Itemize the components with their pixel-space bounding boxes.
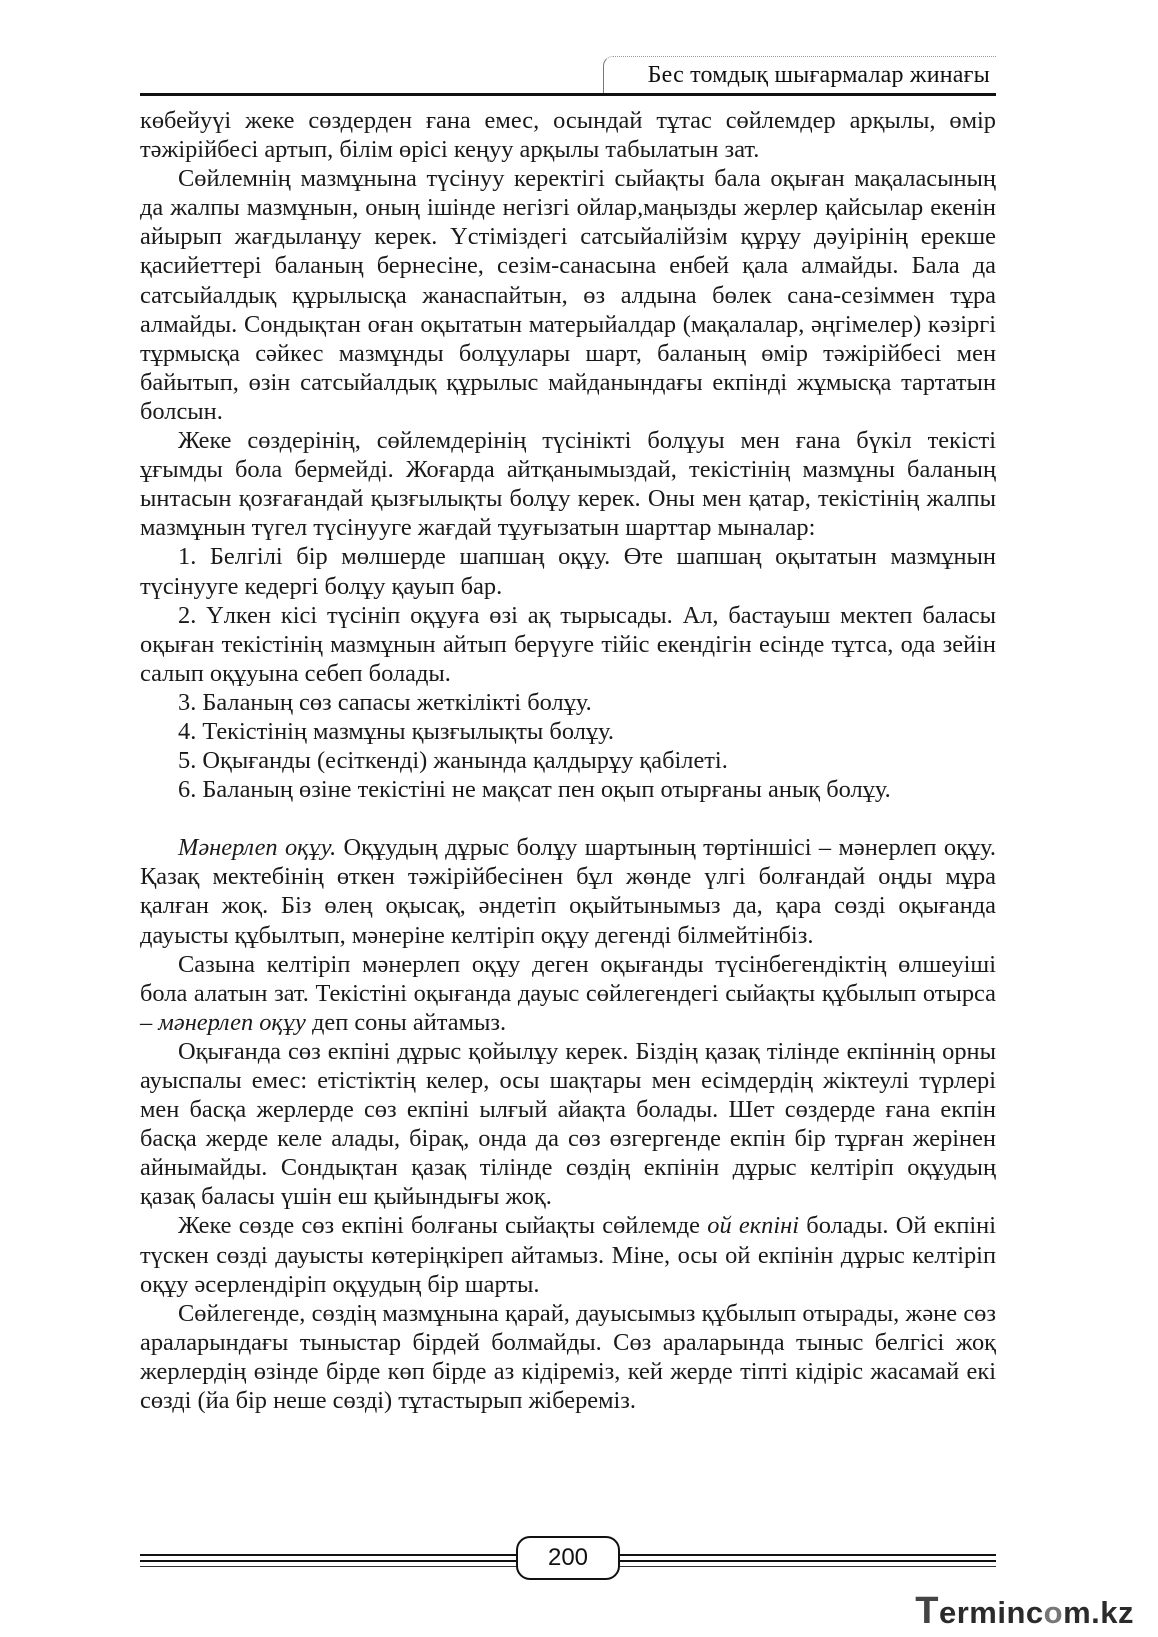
running-header-title: Бес томдық шығармалар жинағы: [647, 62, 990, 88]
paragraph-2: Сөйлемнің мазмұнына түсінуу керектігі сыйақты бала оқыған мақаласының да жалпы мазмұнын, оның ішінде негізгі ойлар,маңызды жерлер қайсылар екенін айырып жағдыланұу керек. Үстіміздегі сатсыйалійзім құрұу дәуірінің ерекше қасийеттері баланың бернесіне, сезім-санасына енбей қала алмайды. Бала да сатсыйалдық құрылысқа жанаспайтын, өз алдына бөлек сана-сезіммен тұра алмайды. Сондықтан оған оқытатын матерыйалдар (мақалалар, әңгімелер) кәзіргі тұрмысқа сәйкес мазмұнды болұулары шарт, баланың өмір тәжірійбесі мен байытып, өзін сатсыйалдық құрылыс майданындағы екпінді жұмысқа тартатын болсын.: [140, 165, 996, 425]
paragraph-3: Жеке сөздерінің, сөйлемдерінің түсінікті болұуы мен ғана бүкіл текісті ұғымды бола бермейді. Жоғарда айтқанымыздай, текістінің мазмұны баланың ынтасын қозғағандай қызғылықты болұу керек. Оны мен қатар, текістінің жалпы мазмұнын түгел түсінууге жағдай тұуғызатын шарттар мыналар:: [140, 427, 996, 542]
paragraph-melody: [140, 950, 996, 1037]
watermark-middle: erminc: [938, 1595, 1044, 1630]
paragraph-pauses: Сөйлегенде, сөздің мазмұнына қарай, дауысымыз құбылып отырады, және сөз араларындағы тыныстар бірдей болмайды. Сөз араларында тыныс белгісі жоқ жерлердің өзінде бірде көп бірде аз кідіреміз, кей жерде тіпті кідіріс жасамай екі сөзді (йа бір неше сөзді) тұтастырып жібереміз.: [140, 1299, 996, 1415]
page-header: [140, 52, 996, 96]
paragraph-thought-stress: [140, 1211, 996, 1298]
magnifier-icon: o: [1043, 1595, 1064, 1630]
paragraph-thought-stress-before: Жеке сөзде сөз екпіні болғаны сыйақты сөйлемде: [178, 1212, 708, 1240]
italic-term-thought-stress: ой екпіні: [707, 1212, 800, 1240]
paragraph-expressive-reading: [140, 833, 996, 949]
termincom-watermark: [915, 1590, 1134, 1633]
paragraph-thought-stress-after: болады. Ой екпіні түскен сөзді дауысты көтеріңкіреп айтамыз. Міне, осы ой екпінін дұрыс келтіріп оқұу әсерлендіріп оқұудың бір шарты.: [140, 1212, 996, 1298]
paragraph-1: көбейуүі жеке сөздерден ғана емес, осындай тұтас сөйлемдер арқылы, өмір тәжірійбесі артып, білім өрісі кеңуу арқылы табылатын зат.: [140, 107, 996, 164]
section-italic-heading: Мәнерлеп оқұу.: [178, 834, 337, 862]
page-footer: [140, 1532, 996, 1592]
italic-term-expressive-reading: мәнерлеп оқұу: [158, 1008, 306, 1036]
list-item-3: 3. Баланың сөз сапасы жеткілікті болұу.: [178, 688, 592, 716]
paragraph-expressive-reading-text: Оқұудың дұрыс болұу шартының төртіншісі – мәнерлеп оқұу. Қазақ мектебінің өткен тәжірійбесінен бұл жөнде үлгі болғандай оңды мұра қалған жоқ. Біз өлең оқысақ, әндетіп оқыйтынымыз да, қара сөзді оқығанда дауысты құбылтып, мәнеріне келтіріп оқұу дегенді білмейтінбіз.: [140, 834, 996, 949]
paragraph-melody-after: деп соны айтамыз.: [305, 1008, 507, 1036]
watermark-initial: T: [915, 1590, 939, 1632]
list-item-6: 6. Баланың өзіне текістіні не мақсат пен оқып отырғаны анық болұу.: [178, 776, 891, 804]
paragraph-word-stress: Оқығанда сөз екпіні дұрыс қойылұу керек. Біздің қазақ тілінде екпіннің орны ауыспалы емес: етістіктің келер, осы шақтары мен есімдердің жіктеулі түрлері мен басқа жерлерде сөз екпіні ылғый айақта болады. Шет сөздерде ғана екпін басқа жерде келе алады, бірақ, онда да сөз өзгергенде екпін бір тұрған жерінен айнымайды. Сондықтан қазақ тілінде сөздің екпінін дұрыс келтіріп оқұудың қазақ баласы үшін еш қыйындығы жоқ.: [140, 1037, 996, 1211]
list-item-5: 5. Оқығанды (есіткенді) жанында қалдырұу қабілеті.: [178, 747, 728, 775]
body-text: [140, 106, 996, 1415]
list-item-2: 2. Үлкен кісі түсініп оқұуға өзі ақ тырысады. Ал, бастауыш мектеп баласы оқыған текістінің мазмұнын айтып берүуге тійіс екендігін есінде тұтса, ода зейін салып оқұуына себеп болады.: [140, 601, 996, 687]
paragraph-melody-before: Сазына келтіріп мәнерлеп оқұу деген оқығанды түсінбегендіктің өлшеуіші бола алатын зат. Текістіні оқығанда дауыс сөйлегендегі сыйақты құбылып отырса –: [140, 950, 996, 1036]
watermark-end: m.kz: [1063, 1595, 1134, 1630]
page-number: 200: [516, 1536, 620, 1580]
list-item-4: 4. Текістінің мазмұны қызғылықты болұу.: [178, 717, 614, 745]
list-item-1: 1. Белгілі бір мөлшерде шапшаң оқұу. Өте шапшаң оқытатын мазмұнын түсінууге кедергі болұу қауып бар.: [140, 543, 996, 600]
header-rule: [140, 93, 996, 96]
